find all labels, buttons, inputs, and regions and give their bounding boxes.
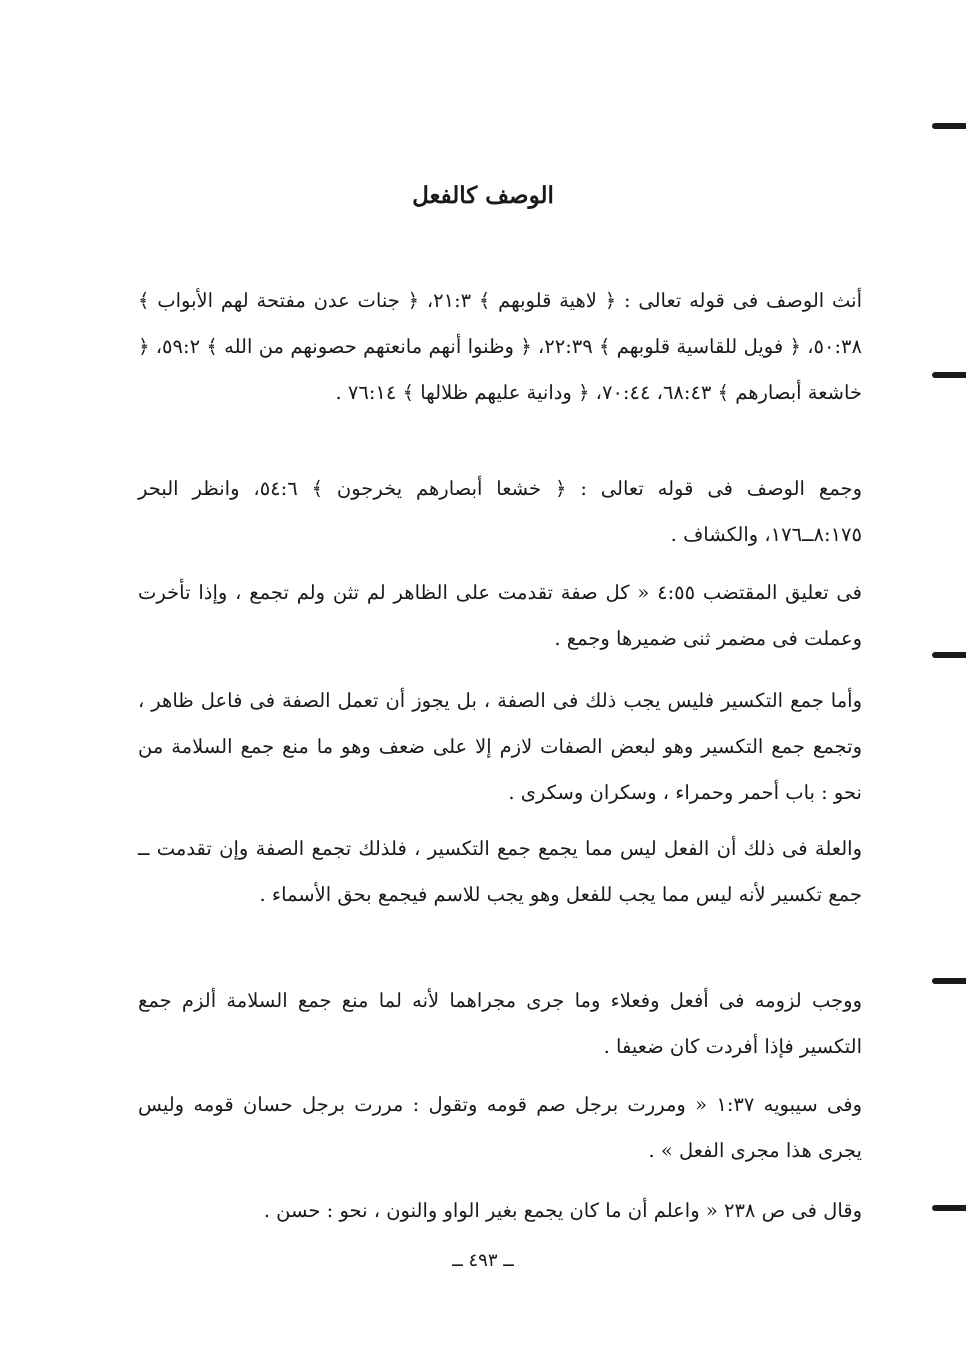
margin-mark xyxy=(932,978,966,984)
paragraph-muqtadab-note: فى تعليق المقتضب ٤:٥٥ « كل صفة تقدمت على الظاهر لم تثن ولم تجمع ، وإذا تأخرت وعملت فى مضمر ثنى ضميرها وجمع . xyxy=(138,580,863,650)
paragraph-feminine-adjective: أنث الوصف فى قوله تعالى : ﴿ لاهية قلوبهم ﴾ ٢١:٣، ﴿ جنات عدن مفتحة لهم الأبواب ﴾ ٥٠:٣٨، ﴿ فويل للقاسية قلوبهم ﴾ ٢٢:٣٩، ﴿ وظنوا أنهم مانعتهم حصونهم من الله ﴾ ٥٩:٢، ﴿ خاشعة أبصارهم ﴾ ٦٨:٤٣، ٧٠:٤٤، ﴿ ودانية عليهم ظلالها ﴾ ٧٦:١٤ . xyxy=(138,288,863,404)
paragraph-sibawayh: وفى سيبويه ١:٣٧ « ومررت برجل صم قومه وتقول : مررت برجل حسان قومه وليس يجرى هذا مجرى الفعل » . xyxy=(138,1092,862,1162)
paragraph-broken-plural: وأما جمع التكسير فليس يجب ذلك فى الصفة ، بل يجوز أن تعمل الصفة فى فاعل ظاهر ، وتجمع جمع التكسير وهو لبعض الصفات لازم إلا على ضعف وهو ما منع جمع السلامة من نحو : باب أحمر وحمراء ، وسكران وسكرى . xyxy=(138,688,862,804)
paragraph-page-238: وقال فى ص ٢٣٨ « واعلم أن ما كان يجمع بغير الواو والنون ، نحو : حسن . xyxy=(263,1198,862,1222)
margin-mark xyxy=(932,1205,966,1211)
page-number: ــ ٤٩٣ ــ xyxy=(452,1250,514,1271)
margin-mark xyxy=(932,123,966,129)
paragraph-afal-fala: ووجب لزومه فى أفعل وفعلاء وما جرى مجراهما لأنه لما منع جمع السلامة ألزم جمع التكسير فإذا أفردت كان ضعيفا . xyxy=(138,988,862,1058)
paragraph-plural-adjective: وجمع الوصف فى قوله تعالى : ﴿ خشعا أبصارهم يخرجون ﴾ ٥٤:٦، وانظر البحر ٨:١٧٥ــ١٧٦، والكشاف . xyxy=(138,476,862,546)
margin-mark xyxy=(932,652,966,658)
paragraph-reason: والعلة فى ذلك أن الفعل ليس مما يجمع جمع التكسير ، فلذلك تجمع الصفة وإن تقدمت ــ جمع تكسير لأنه ليس مما يجب للفعل وهو يجب للاسم فيجمع بحق الأسماء . xyxy=(138,836,862,906)
section-title: الوصف كالفعل xyxy=(412,182,554,209)
margin-mark xyxy=(932,372,966,378)
